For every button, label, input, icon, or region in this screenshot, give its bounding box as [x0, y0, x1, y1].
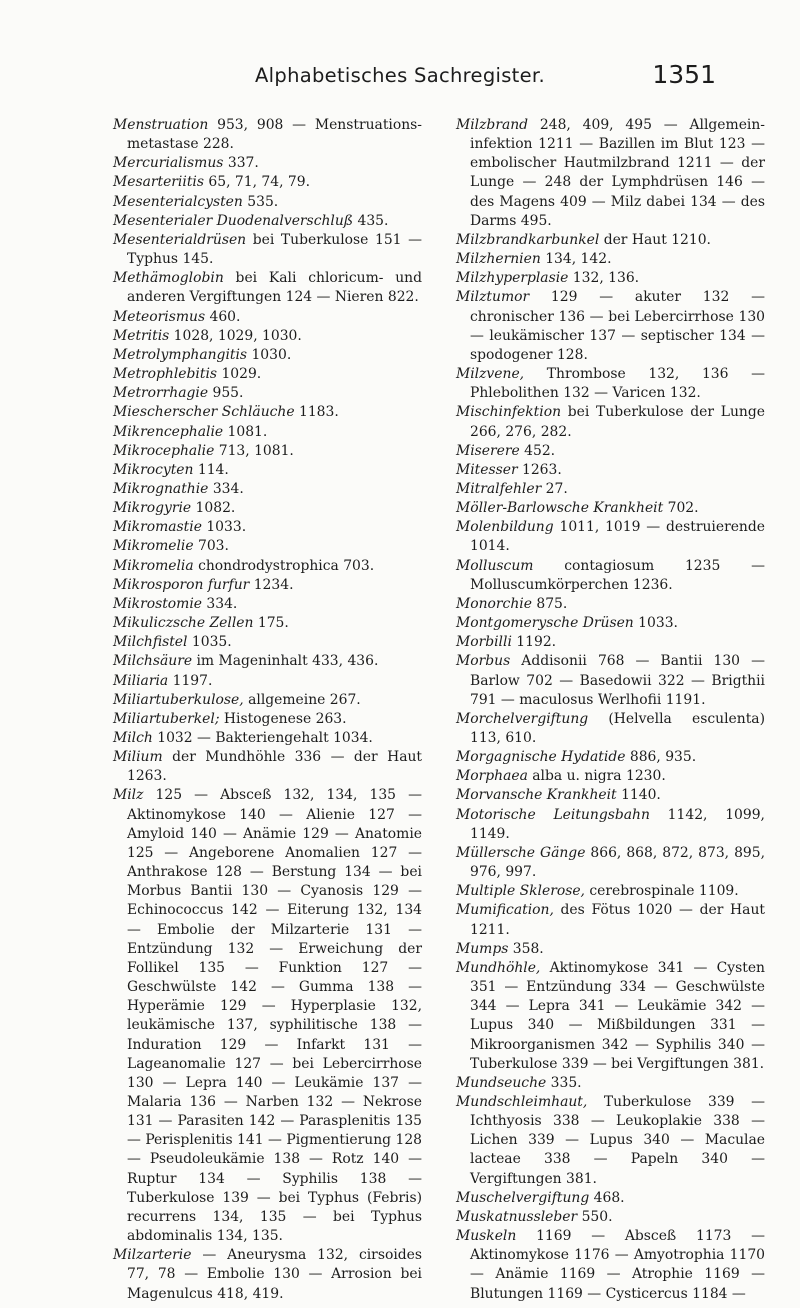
index-references: der Mundhöhle 336 — der Haut 1263.	[127, 749, 422, 785]
index-references: 65, 71, 74, 79.	[203, 174, 311, 191]
index-entry	[456, 748, 765, 767]
index-entry	[456, 786, 765, 805]
index-term: Molluscum	[456, 557, 534, 574]
index-references: des Fötus 1020 — der Haut 1211.	[470, 902, 765, 938]
index-term: Milzvene,	[456, 366, 525, 383]
index-references: 875.	[531, 595, 568, 612]
index-references: Aktinomykose 341 — Cysten 351 — Entzündung 334 — Geschwülste 344 — Lepra 341 — Leukämie 342 — Lupus 340 — Mißbildungen 331 — Mikroorganismen 342 — Syphilis 340 — Tuberkulose 339 — bei Vergiftungen 381.	[470, 959, 765, 1072]
index-term: Mikrocephalie	[113, 442, 215, 459]
index-term: Mikrosporon furfur	[113, 576, 250, 593]
index-term: Mikrostomie	[113, 595, 202, 612]
index-references: 1011, 1019 — destruierende 1014.	[470, 519, 765, 555]
index-term: Muskatnussleber	[456, 1208, 578, 1225]
index-entry	[113, 442, 422, 461]
index-references: 460.	[205, 308, 241, 325]
index-references: bei Tuberkulose 151 — Typhus 145.	[127, 231, 422, 268]
index-term: Mesenterialdrüsen	[113, 231, 247, 248]
index-entry	[113, 557, 422, 576]
index-term: Miescherscher Schläuche	[113, 404, 295, 421]
index-references: (Helvella esculenta) 113, 610.	[470, 710, 765, 746]
index-references: 1263.	[517, 461, 562, 478]
index-entry	[456, 231, 765, 250]
index-term: Miliartuberkel;	[113, 710, 220, 727]
index-entry	[113, 633, 422, 652]
index-references: 27.	[541, 480, 568, 497]
index-references: 1082.	[191, 500, 236, 517]
index-entry	[456, 250, 765, 269]
index-entry	[456, 116, 765, 231]
index-references: 1033.	[633, 615, 678, 632]
index-references: 125 — Absceß 132, 134, 135 — Aktinomykose 140 — Alienie 127 — Amyloid 140 — Anämie 129 — Anatomie 125 — Angeborene Anomalien 127 — Anthrakose 128 — Berstung 134 — bei Morbus Bantii 130 — Cyanosis 129 — Echinococcus 142 — Eiterung 132, 134 — Embolie der Milzarterie 131 — Entzündung 132 — Erweichung der Follikel 135 — Funktion 127 — Geschwülste 142 — Gumma 138 — Hyperämie 129 — Hyperplasie 132, leukämische 137, syphilitische 138 — Induration 129 — Infarkt 131 — Lageanomalie 127 — bei Lebercirrhose 130 — Lepra 140 — Leukämie 137 — Malaria 136 — Narben 132 — Nekrose 131 — Parasiten 142 — Parasplenitis 135 — Perisplenitis 141 — Pigmentierung 128 — Pseudoleukämie 138 — Rotz 140 — Ruptur 134 — Syphilis 138 — Tuberkulose 139 — bei Typhus (Febris) recurrens 134, 135 — bei Typhus abdominalis 134, 135.	[127, 787, 422, 1245]
index-references: 337.	[223, 155, 259, 172]
index-entry	[456, 1189, 765, 1208]
index-entry	[113, 652, 422, 671]
index-term: Monorchie	[456, 595, 532, 612]
index-references: bei Tuberkulose der Lunge 266, 276, 282.	[470, 404, 765, 440]
index-entry	[456, 557, 765, 595]
index-term: Menstruation	[113, 117, 209, 133]
index-entry	[113, 672, 422, 691]
index-entry	[113, 154, 422, 173]
index-references: 953, 908 — Menstruations-metastase 228.	[127, 117, 422, 153]
index-entry	[113, 269, 422, 307]
index-references: 550.	[577, 1208, 613, 1225]
index-entry	[113, 327, 422, 346]
page-header	[0, 62, 800, 102]
index-entry	[456, 1208, 765, 1227]
index-entry	[456, 806, 765, 844]
index-references: 1028, 1029, 1030.	[169, 327, 302, 344]
index-entry	[456, 480, 765, 499]
index-references: alba u. nigra 1230.	[527, 768, 666, 785]
index-references: Histogenese 263.	[219, 710, 347, 727]
index-entry	[113, 193, 422, 212]
index-term: Milium	[113, 749, 163, 766]
index-entry	[113, 173, 422, 192]
index-entry	[113, 729, 422, 748]
index-term: Milz	[113, 787, 144, 804]
index-term: Mumification,	[456, 902, 554, 919]
index-term: Milzhyperplasie	[456, 270, 569, 287]
index-entry	[456, 882, 765, 901]
index-references: 955.	[208, 385, 244, 402]
index-entry	[456, 844, 765, 882]
index-entry	[113, 499, 422, 518]
index-references: 132, 136.	[568, 270, 640, 287]
index-term: Milchsäure	[113, 653, 193, 670]
index-references: 134, 142.	[540, 251, 612, 268]
index-term: Müllersche Gänge	[456, 844, 586, 861]
index-term: Mikrencephalie	[113, 423, 224, 440]
index-entry	[456, 403, 765, 441]
index-entry	[113, 614, 422, 633]
index-entry	[113, 595, 422, 614]
index-term: Milzarterie	[113, 1247, 192, 1264]
index-term: Mikrogyrie	[113, 500, 192, 517]
index-references: 358.	[508, 940, 544, 957]
index-term: Milzbrandkarbunkel	[456, 231, 600, 248]
index-entry	[113, 748, 422, 786]
index-entry	[456, 1093, 765, 1189]
index-references: 1140.	[616, 787, 661, 804]
index-term: Methämoglobin	[113, 270, 224, 287]
index-term: Miliaria	[113, 672, 169, 689]
index-entry	[456, 614, 765, 633]
index-term: Möller-Barlowsche Krankheit	[456, 500, 664, 517]
index-entry	[113, 212, 422, 231]
index-references: cerebrospinale 1109.	[584, 883, 739, 900]
index-references: im Mageninhalt 433, 436.	[192, 653, 379, 670]
index-references: 1169 — Absceß 1173 — Aktinomykose 1176 — Amyotrophia 1170 — Anämie 1169 — Atrophie 1169 — Blutungen 1169 — Cysticercus 1184 —	[470, 1228, 765, 1302]
index-references: chondrodystrophica 703.	[193, 557, 375, 574]
index-entry	[113, 403, 422, 422]
index-references: 334.	[208, 480, 244, 497]
index-entry	[456, 461, 765, 480]
index-term: Morphaea	[456, 768, 528, 785]
index-entry	[456, 442, 765, 461]
index-term: Metrophlebitis	[113, 366, 218, 383]
index-entry	[456, 595, 765, 614]
index-column-right	[456, 116, 765, 1304]
index-entry	[456, 767, 765, 786]
index-entry	[113, 537, 422, 556]
index-entry	[456, 940, 765, 959]
index-references: Tuberkulose 339 — Ichthyosis 338 — Leukoplakie 338 — Lichen 339 — Lupus 340 — Maculae lacteae 338 — Papeln 340 — Vergiftungen 381.	[470, 1093, 765, 1187]
index-entry	[113, 384, 422, 403]
index-references: 1234.	[249, 576, 294, 593]
index-entry	[113, 786, 422, 1246]
index-references: 114.	[193, 461, 229, 478]
index-term: Morgagnische Hydatide	[456, 749, 626, 766]
index-term: Montgomerysche Drüsen	[456, 615, 634, 632]
running-title: Alphabetisches Sachregister.	[255, 64, 545, 87]
index-term: Mundschleimhaut,	[456, 1093, 588, 1110]
index-term: Miliartuberkulose,	[113, 691, 244, 708]
index-term: Metrorrhagie	[113, 385, 209, 402]
index-entry	[456, 652, 765, 709]
index-term: Muskeln	[456, 1228, 517, 1245]
index-entry	[456, 959, 765, 1074]
index-term: Milztumor	[456, 289, 530, 306]
index-term: Mikromastie	[113, 519, 202, 536]
index-references: 702.	[663, 500, 699, 517]
index-entry	[113, 576, 422, 595]
index-entry	[113, 423, 422, 442]
index-term: Morbus	[456, 653, 511, 670]
index-term: Mercurialismus	[113, 155, 224, 172]
index-references: 1192.	[511, 634, 557, 651]
index-term: Miserere	[456, 442, 520, 459]
index-references: 334.	[202, 595, 238, 612]
index-references: 435.	[353, 212, 389, 229]
index-entry	[113, 710, 422, 729]
index-references: 1142, 1099, 1149.	[470, 806, 765, 842]
index-term: Mitesser	[456, 461, 518, 478]
index-term: Morbilli	[456, 634, 512, 651]
index-entry	[456, 518, 765, 556]
index-references: 866, 868, 872, 873, 895, 976, 997.	[470, 844, 765, 881]
index-term: Mesenterialcysten	[113, 193, 243, 210]
index-references: 468.	[589, 1189, 625, 1206]
index-references: 703.	[193, 538, 229, 555]
index-term: Mikuliczsche Zellen	[113, 615, 254, 632]
index-entry	[113, 1246, 422, 1303]
index-references: 335.	[546, 1074, 582, 1091]
index-term: Morchelvergiftung	[456, 710, 589, 727]
index-entry	[456, 269, 765, 288]
index-references: bei Kali chloricum- und anderen Vergiftungen 124 — Nieren 822.	[127, 270, 422, 306]
index-references: 1032 — Bakteriengehalt 1034.	[152, 730, 373, 746]
index-entry	[113, 346, 422, 365]
index-term: Mikromelia	[113, 557, 194, 574]
index-term: Molenbildung	[456, 519, 554, 536]
index-term: Mischinfektion	[456, 404, 562, 421]
index-references: Thrombose 132, 136 — Phlebolithen 132 — Varicen 132.	[470, 366, 765, 402]
page-number: 1351	[652, 60, 716, 89]
index-term: Mundhöhle,	[456, 959, 541, 976]
index-references: 1081.	[223, 423, 268, 440]
index-term: Metrolymphangitis	[113, 346, 248, 363]
index-term: Mitralfehler	[456, 480, 542, 497]
index-references: Addisonii 768 — Bantii 130 — Barlow 702 — Basedowii 322 — Brigthii 791 — maculosus Werlhofii 1191.	[470, 653, 765, 708]
index-term: Meteorismus	[113, 308, 206, 325]
index-entry	[456, 901, 765, 939]
index-entry	[113, 365, 422, 384]
index-references: 175.	[253, 615, 289, 632]
index-references: 1033.	[201, 519, 247, 536]
index-entry	[456, 1074, 765, 1093]
index-term: Mikromelie	[113, 538, 194, 555]
index-references: 535.	[242, 193, 279, 210]
index-entry	[456, 288, 765, 365]
index-references: der Haut 1210.	[599, 231, 711, 248]
index-term: Mesenterialer Duodenalverschluß	[113, 212, 354, 229]
index-references: 1183.	[294, 404, 339, 421]
index-term: Muschelvergiftung	[456, 1189, 590, 1206]
index-term: Milzbrand	[456, 117, 529, 133]
index-term: Mikrognathie	[113, 480, 209, 497]
index-references: 248, 409, 495 — Allgemein-infektion 1211 — Bazillen im Blut 123 — embolischer Hautmilzbrand 1211 — der Lunge — 248 der Lymphdrüsen 146 — des Magens 409 — Milz dabei 134 — des Darms 495.	[470, 117, 765, 229]
index-term: Multiple Sklerose,	[456, 883, 585, 900]
index-term: Mundseuche	[456, 1074, 547, 1091]
index-entry	[113, 116, 422, 154]
index-term: Metritis	[113, 327, 170, 344]
index-entry	[456, 499, 765, 518]
index-term: Milzhernien	[456, 251, 541, 268]
index-references: 129 — akuter 132 — chronischer 136 — bei Lebercirrhose 130 — leukämischer 137 — septischer 134 — spodogener 128.	[470, 289, 765, 363]
index-entry	[113, 231, 422, 269]
index-entry	[456, 710, 765, 748]
index-entry	[456, 365, 765, 403]
index-column-left	[113, 116, 422, 1304]
index-entry	[456, 1227, 765, 1304]
index-references: contagiosum 1235 — Molluscumkörperchen 1236.	[470, 557, 765, 593]
index-term: Mikrocyten	[113, 461, 194, 478]
index-entry	[113, 480, 422, 499]
index-entry	[113, 691, 422, 710]
index-term: Milchfistel	[113, 634, 188, 651]
index-references: 886, 935.	[625, 749, 697, 766]
index-term: Milch	[113, 730, 153, 746]
index-references: 1030.	[247, 346, 292, 363]
index-entry	[113, 308, 422, 327]
index-references: 452.	[519, 442, 556, 459]
index-references: allgemeine 267.	[243, 691, 361, 708]
index-references: 1035.	[187, 634, 232, 651]
index-references: — Aneurysma 132, cirsoides 77, 78 — Embolie 130 — Arrosion bei Magenulcus 418, 419.	[127, 1247, 422, 1302]
index-references: 713, 1081.	[214, 442, 294, 459]
index-term: Mumps	[456, 940, 509, 957]
index-term: Mesarteriitis	[113, 174, 204, 191]
index-references: 1029.	[217, 366, 262, 383]
index-entry	[113, 518, 422, 537]
index-term: Motorische Leitungsbahn	[456, 806, 650, 823]
index-entry	[456, 633, 765, 652]
index-references: 1197.	[168, 672, 213, 689]
index-entry	[113, 461, 422, 480]
index-term: Morvansche Krankheit	[456, 787, 617, 804]
